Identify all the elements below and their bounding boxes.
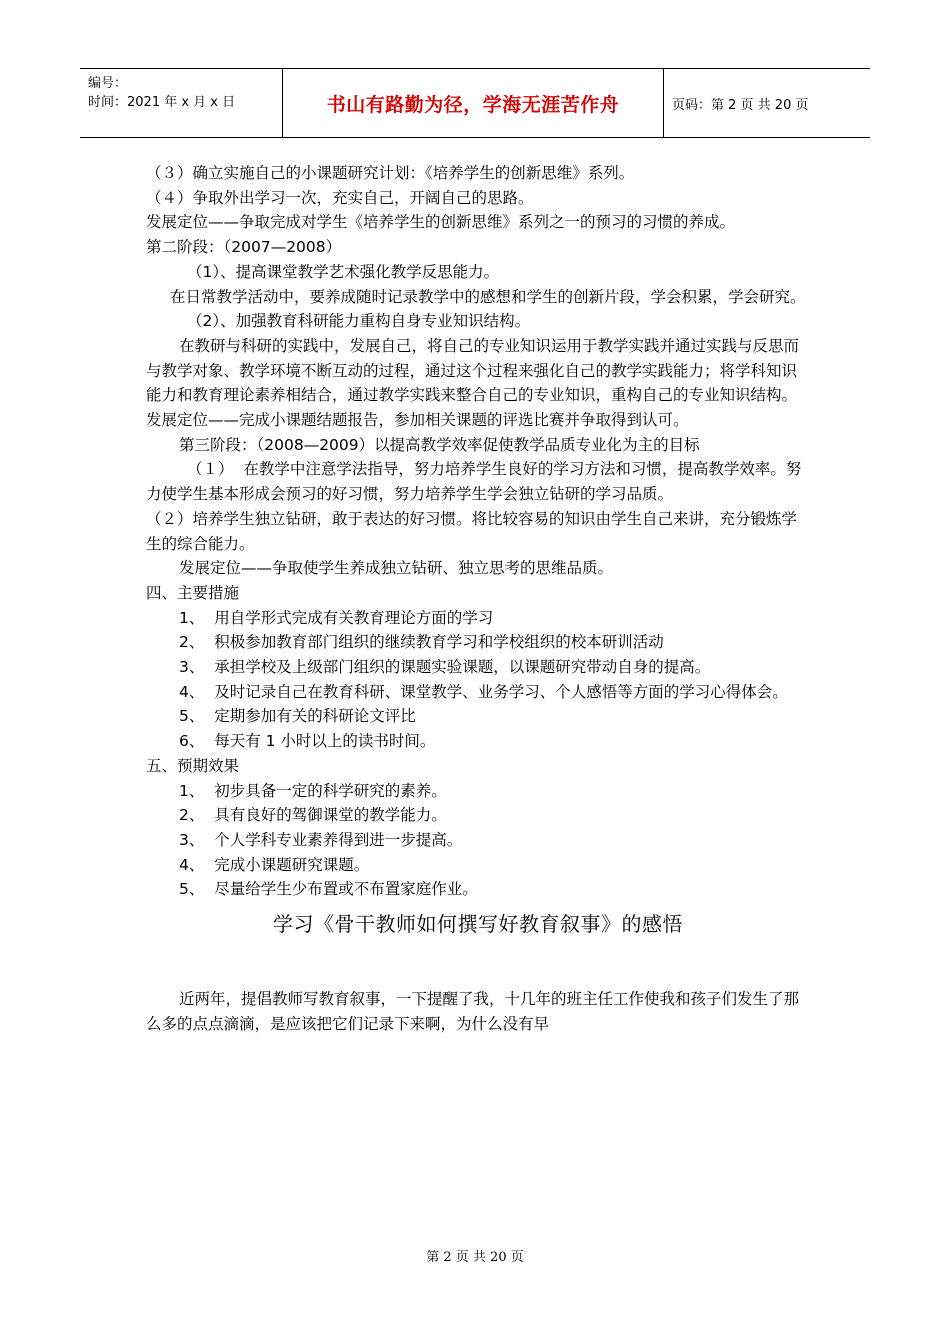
paragraph: （２）培养学生独立钻研，敢于表达的好习惯。将比较容易的知识由学生自己来讲，充分锻炼学生的综合能力。 (146, 509, 798, 553)
paragraph: 近两年，提倡教师写教育叙事，一下提醒了我，十几年的班主任工作使我和孩子们发生了那么多的点点滴滴，是应该把它们记录下来啊，为什么没有早 (146, 989, 800, 1033)
list-item: 1、 初步具备一定的科学研究的素养。 (179, 781, 447, 800)
list-item: 2、 积极参加教育部门组织的继续教育学习和学校组织的校本研训活动 (179, 633, 664, 652)
paragraph: （４）争取外出学习一次，充实自己，开阔自己的思路。 (146, 188, 534, 207)
date-label: 时间：2021 年 x 月 x 日 (88, 95, 236, 110)
list-item: 6、 每天有 1 小时以上的读书时间。 (179, 732, 436, 751)
list-item: 5、 尽量给学生少布置或不布置家庭作业。 (179, 880, 478, 899)
page-header (80, 68, 870, 138)
paragraph: 第三阶段：（2008—2009）以提高教学效率促使教学品质专业化为主的目标 (179, 435, 700, 454)
list-item: 5、 定期参加有关的科研论文评比 (179, 707, 416, 726)
page-footer: 第 2 页 共 20 页 (426, 1250, 524, 1265)
paragraph: 在日常教学活动中，要养成随时记录教学中的感想和学生的创新片段，学会积累，学会研究。 (170, 287, 806, 306)
paragraph: 在教研与科研的实践中，发展自己，将自己的专业知识运用于教学实践并通过实践与反思而与教学对象、教学环境不断互动的过程，通过这个过程来强化自己的教学实践能力；将学科知识能力和教育理论素养相结合，通过教学实践来整合自己的专业知识，重构自己的专业知识结构。 (146, 336, 800, 405)
article-title: 学习《骨干教师如何撰写好教育叙事》的感悟 (273, 912, 683, 937)
list-item: 4、 完成小课题研究课题。 (179, 855, 370, 874)
header-motto: 书山有路勤为径，学海无涯苦作舟 (283, 69, 664, 137)
paragraph: （３）确立实施自己的小课题研究计划：《培养学生的创新思维》系列。 (146, 164, 635, 182)
paragraph: （2）、加强教育科研能力重构自身专业知识结构。 (187, 312, 531, 331)
list-item: 1、 用自学形式完成有关教育理论方面的学习 (179, 608, 494, 627)
section-heading: 五、预期效果 (146, 756, 240, 775)
document-body (146, 161, 810, 1036)
paragraph: （1）、提高课堂教学艺术强化教学反思能力。 (187, 262, 500, 281)
section-heading: 四、主要措施 (146, 583, 240, 602)
paragraph: （１） 在教学中注意学法指导，努力培养学生良好的学习方法和习惯，提高教学效率。努力使学生基本形成会预习的好习惯，努力培养学生学会独立钻研的学习品质。 (146, 460, 802, 504)
paragraph: 发展定位——争取完成对学生《培养学生的创新思维》系列之一的预习的习惯的养成。 (146, 213, 736, 232)
paragraph: 发展定位——争取使学生养成独立钻研、独立思考的思维品质。 (179, 559, 614, 578)
header-meta-cell (80, 69, 283, 137)
list-item: 2、 具有良好的驾御课堂的教学能力。 (179, 806, 447, 825)
section-heading: 第二阶段：（2007—2008） (146, 238, 342, 257)
list-item: 3、 承担学校及上级部门组织的课题实验课题，以课题研究带动自身的提高。 (179, 658, 711, 677)
list-item: 3、 个人学科专业素养得到进一步提高。 (179, 830, 463, 849)
list-item: 4、 及时记录自己在教育科研、课堂教学、业务学习、个人感悟等方面的学习心得体会。 (179, 682, 788, 701)
header-page-label: 页码：第 2 页 共 20 页 (672, 97, 809, 113)
number-label: 编号： (88, 76, 128, 91)
paragraph: 发展定位——完成小课题结题报告，参加相关课题的评选比赛并争取得到认可。 (146, 411, 689, 430)
